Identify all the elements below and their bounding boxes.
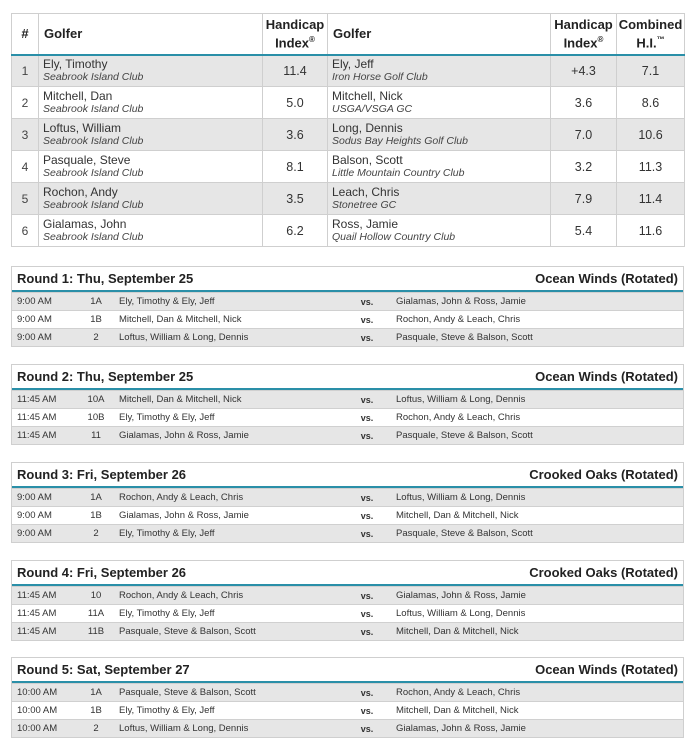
group-number: 10A [87, 394, 105, 405]
team-1: Ely, Timothy & Ely, Jeff [119, 412, 215, 423]
group-number: 1A [90, 296, 102, 307]
golfer-name: Ely, Timothy [43, 56, 108, 71]
team-2: Pasquale, Steve & Balson, Scott [396, 430, 533, 441]
handicap-index-2: 3.6 [551, 87, 617, 119]
golfer-name: Pasquale, Steve [43, 152, 131, 167]
team-2: Loftus, William & Long, Dennis [396, 394, 526, 405]
golfer-2-cell [328, 151, 551, 183]
versus-label: vs. [360, 296, 374, 307]
col-header-number: # [12, 14, 39, 55]
golfer-club: Iron Horse Golf Club [332, 70, 428, 83]
golfer-name: Balson, Scott [332, 152, 403, 167]
tee-time: 9:00 AM [17, 528, 52, 539]
match-row [12, 390, 683, 408]
combined-hi: 11.3 [617, 151, 685, 183]
golfer-club: Little Mountain Country Club [332, 166, 465, 179]
round-title: Round 4: Fri, September 26 [17, 565, 187, 580]
handicap-index-1: 3.6 [263, 119, 328, 151]
team-1: Pasquale, Steve & Balson, Scott [119, 687, 256, 698]
trademark-mark: ™ [656, 35, 665, 45]
versus-label: vs. [360, 528, 374, 539]
team-2: Gialamas, John & Ross, Jamie [396, 296, 526, 307]
team-1: Pasquale, Steve & Balson, Scott [119, 626, 256, 637]
match-row [12, 408, 683, 426]
handicap-index-1: 5.0 [263, 87, 328, 119]
pairings-body [12, 55, 685, 247]
round-4-schedule [11, 560, 684, 641]
golfer-2-cell [328, 215, 551, 247]
team-2: Mitchell, Dan & Mitchell, Nick [396, 626, 519, 637]
group-number: 1B [90, 314, 102, 325]
golfer-club: Seabrook Island Club [43, 230, 144, 243]
col-header-label-line1: Handicap [554, 17, 613, 33]
tee-time: 11:45 AM [17, 394, 57, 405]
group-number: 10B [87, 412, 105, 423]
golfer-2-cell [328, 87, 551, 119]
golfer-name: Loftus, William [43, 120, 122, 135]
golfer-name: Long, Dennis [332, 120, 403, 135]
tee-time: 10:00 AM [17, 705, 58, 716]
match-row [12, 604, 683, 622]
round-header [12, 463, 683, 488]
tee-time: 10:00 AM [17, 687, 58, 698]
col-header-combined-hi [617, 14, 685, 55]
golfer-name: Mitchell, Dan [43, 88, 113, 103]
table-row [12, 119, 685, 151]
golfer-club: Seabrook Island Club [43, 70, 144, 83]
round-header [12, 561, 683, 586]
team-number: 1 [12, 55, 39, 87]
golfer-2-cell [328, 183, 551, 215]
team-2: Pasquale, Steve & Balson, Scott [396, 332, 533, 343]
round-title: Round 5: Sat, September 27 [17, 662, 190, 677]
handicap-index-2: 5.4 [551, 215, 617, 247]
group-number: 1B [90, 705, 102, 716]
group-number: 1A [90, 492, 102, 503]
handicap-index-2: 7.0 [551, 119, 617, 151]
team-1: Rochon, Andy & Leach, Chris [119, 590, 244, 601]
table-row [12, 87, 685, 119]
golfer-club: Seabrook Island Club [43, 134, 144, 147]
round-header [12, 365, 683, 390]
round-course: Ocean Winds (Rotated) [535, 369, 678, 384]
match-row [12, 506, 683, 524]
team-number: 3 [12, 119, 39, 151]
team-1: Ely, Timothy & Ely, Jeff [119, 608, 215, 619]
round-2-schedule [11, 364, 684, 445]
match-row [12, 719, 683, 737]
table-row [12, 183, 685, 215]
team-number: 5 [12, 183, 39, 215]
team-2: Gialamas, John & Ross, Jamie [396, 723, 526, 734]
golfer-club: Quail Hollow Country Club [332, 230, 456, 243]
round-course: Ocean Winds (Rotated) [535, 271, 678, 286]
golfer-1-cell [39, 215, 263, 247]
versus-label: vs. [360, 412, 374, 423]
group-number: 11B [87, 626, 105, 637]
col-header-handicap-index-1 [263, 14, 328, 55]
versus-label: vs. [360, 332, 374, 343]
handicap-index-1: 11.4 [263, 55, 328, 87]
combined-hi: 7.1 [617, 55, 685, 87]
col-header-golfer-1: Golfer [39, 14, 263, 55]
tee-time: 11:45 AM [17, 430, 57, 441]
tee-time: 9:00 AM [17, 332, 52, 343]
group-number: 2 [93, 528, 99, 539]
golfer-club: Seabrook Island Club [43, 102, 144, 115]
match-row [12, 701, 683, 719]
golfer-1-cell [39, 183, 263, 215]
tee-time: 11:45 AM [17, 608, 57, 619]
col-header-golfer-2: Golfer [328, 14, 551, 55]
match-row [12, 292, 683, 310]
handicap-index-1: 8.1 [263, 151, 328, 183]
match-row [12, 683, 683, 701]
combined-hi: 11.4 [617, 183, 685, 215]
tee-time: 11:45 AM [17, 412, 57, 423]
tee-time: 9:00 AM [17, 314, 52, 325]
group-number: 2 [93, 332, 99, 343]
team-2: Rochon, Andy & Leach, Chris [396, 314, 521, 325]
tee-time: 9:00 AM [17, 296, 52, 307]
round-5-schedule [11, 657, 684, 738]
handicap-index-2: 3.2 [551, 151, 617, 183]
match-row [12, 622, 683, 640]
team-number: 4 [12, 151, 39, 183]
team-1: Gialamas, John & Ross, Jamie [119, 510, 249, 521]
team-1: Ely, Timothy & Ely, Jeff [119, 705, 215, 716]
team-2: Gialamas, John & Ross, Jamie [396, 590, 526, 601]
golfer-club: Seabrook Island Club [43, 166, 144, 179]
tee-time: 11:45 AM [17, 590, 57, 601]
col-header-label-line2: Index [563, 35, 598, 51]
team-2: Loftus, William & Long, Dennis [396, 608, 526, 619]
golfer-name: Rochon, Andy [43, 184, 118, 199]
team-1: Mitchell, Dan & Mitchell, Nick [119, 394, 242, 405]
team-1: Mitchell, Dan & Mitchell, Nick [119, 314, 242, 325]
versus-label: vs. [360, 626, 374, 637]
versus-label: vs. [360, 394, 374, 405]
golfer-2-cell [328, 55, 551, 87]
handicap-index-1: 6.2 [263, 215, 328, 247]
team-2: Mitchell, Dan & Mitchell, Nick [396, 510, 519, 521]
col-header-label-line2: H.I. [636, 35, 657, 51]
group-number: 10 [90, 590, 102, 601]
match-row [12, 310, 683, 328]
combined-hi: 10.6 [617, 119, 685, 151]
handicap-index-2: +4.3 [551, 55, 617, 87]
table-row [12, 55, 685, 87]
round-title: Round 1: Thu, September 25 [17, 271, 194, 286]
golfer-name: Ely, Jeff [332, 56, 374, 71]
round-1-schedule [11, 266, 684, 347]
round-title: Round 2: Thu, September 25 [17, 369, 194, 384]
group-number: 2 [93, 723, 99, 734]
handicap-index-1: 3.5 [263, 183, 328, 215]
match-row [12, 328, 683, 346]
combined-hi: 11.6 [617, 215, 685, 247]
golfer-name: Gialamas, John [43, 216, 127, 231]
golfer-1-cell [39, 119, 263, 151]
group-number: 1A [90, 687, 102, 698]
versus-label: vs. [360, 608, 374, 619]
registered-mark: ® [309, 35, 315, 45]
round-course: Crooked Oaks (Rotated) [529, 467, 678, 482]
golfer-1-cell [39, 87, 263, 119]
golfer-name: Leach, Chris [332, 184, 400, 199]
team-1: Ely, Timothy & Ely, Jeff [119, 296, 215, 307]
golfer-club: USGA/VSGA GC [332, 102, 413, 115]
versus-label: vs. [360, 687, 374, 698]
golfer-club: Seabrook Island Club [43, 198, 144, 211]
team-2: Pasquale, Steve & Balson, Scott [396, 528, 533, 539]
golfer-name: Mitchell, Nick [332, 88, 403, 103]
golfer-name: Ross, Jamie [332, 216, 399, 231]
team-number: 2 [12, 87, 39, 119]
versus-label: vs. [360, 723, 374, 734]
group-number: 1B [90, 510, 102, 521]
team-number: 6 [12, 215, 39, 247]
col-header-label-line2: Index [275, 35, 310, 51]
round-course: Crooked Oaks (Rotated) [529, 565, 678, 580]
round-header [12, 267, 683, 292]
match-row [12, 488, 683, 506]
table-row [12, 151, 685, 183]
round-title: Round 3: Fri, September 26 [17, 467, 187, 482]
versus-label: vs. [360, 510, 374, 521]
team-1: Gialamas, John & Ross, Jamie [119, 430, 249, 441]
col-header-label-line1: Combined [618, 17, 683, 33]
tee-time: 11:45 AM [17, 626, 57, 637]
round-3-schedule [11, 462, 684, 543]
round-header [12, 658, 683, 683]
table-row [12, 215, 685, 247]
golfer-1-cell [39, 55, 263, 87]
match-row [12, 426, 683, 444]
col-header-label-line1: Handicap [265, 17, 325, 33]
golfer-club: Stonetree GC [332, 198, 397, 211]
match-row [12, 586, 683, 604]
team-1: Loftus, William & Long, Dennis [119, 723, 249, 734]
versus-label: vs. [360, 314, 374, 325]
team-2: Rochon, Andy & Leach, Chris [396, 687, 521, 698]
registered-mark: ® [597, 35, 604, 45]
versus-label: vs. [360, 430, 374, 441]
versus-label: vs. [360, 492, 374, 503]
golfer-1-cell [39, 151, 263, 183]
handicap-index-2: 7.9 [551, 183, 617, 215]
tee-time: 9:00 AM [17, 510, 52, 521]
team-2: Rochon, Andy & Leach, Chris [396, 412, 521, 423]
versus-label: vs. [360, 705, 374, 716]
group-number: 11 [91, 430, 101, 441]
pairings-header [12, 14, 685, 55]
golfer-club: Sodus Bay Heights Golf Club [332, 134, 468, 147]
team-1: Rochon, Andy & Leach, Chris [119, 492, 244, 503]
match-row [12, 524, 683, 542]
golfer-2-cell [328, 119, 551, 151]
team-2: Mitchell, Dan & Mitchell, Nick [396, 705, 519, 716]
tee-time: 9:00 AM [17, 492, 52, 503]
combined-hi: 8.6 [617, 87, 685, 119]
round-course: Ocean Winds (Rotated) [535, 662, 678, 677]
team-2: Loftus, William & Long, Dennis [396, 492, 526, 503]
versus-label: vs. [360, 590, 374, 601]
pairings-table [11, 13, 685, 247]
tee-time: 10:00 AM [17, 723, 58, 734]
team-1: Loftus, William & Long, Dennis [119, 332, 249, 343]
team-1: Ely, Timothy & Ely, Jeff [119, 528, 215, 539]
col-header-handicap-index-2 [551, 14, 617, 55]
group-number: 11A [87, 608, 105, 619]
